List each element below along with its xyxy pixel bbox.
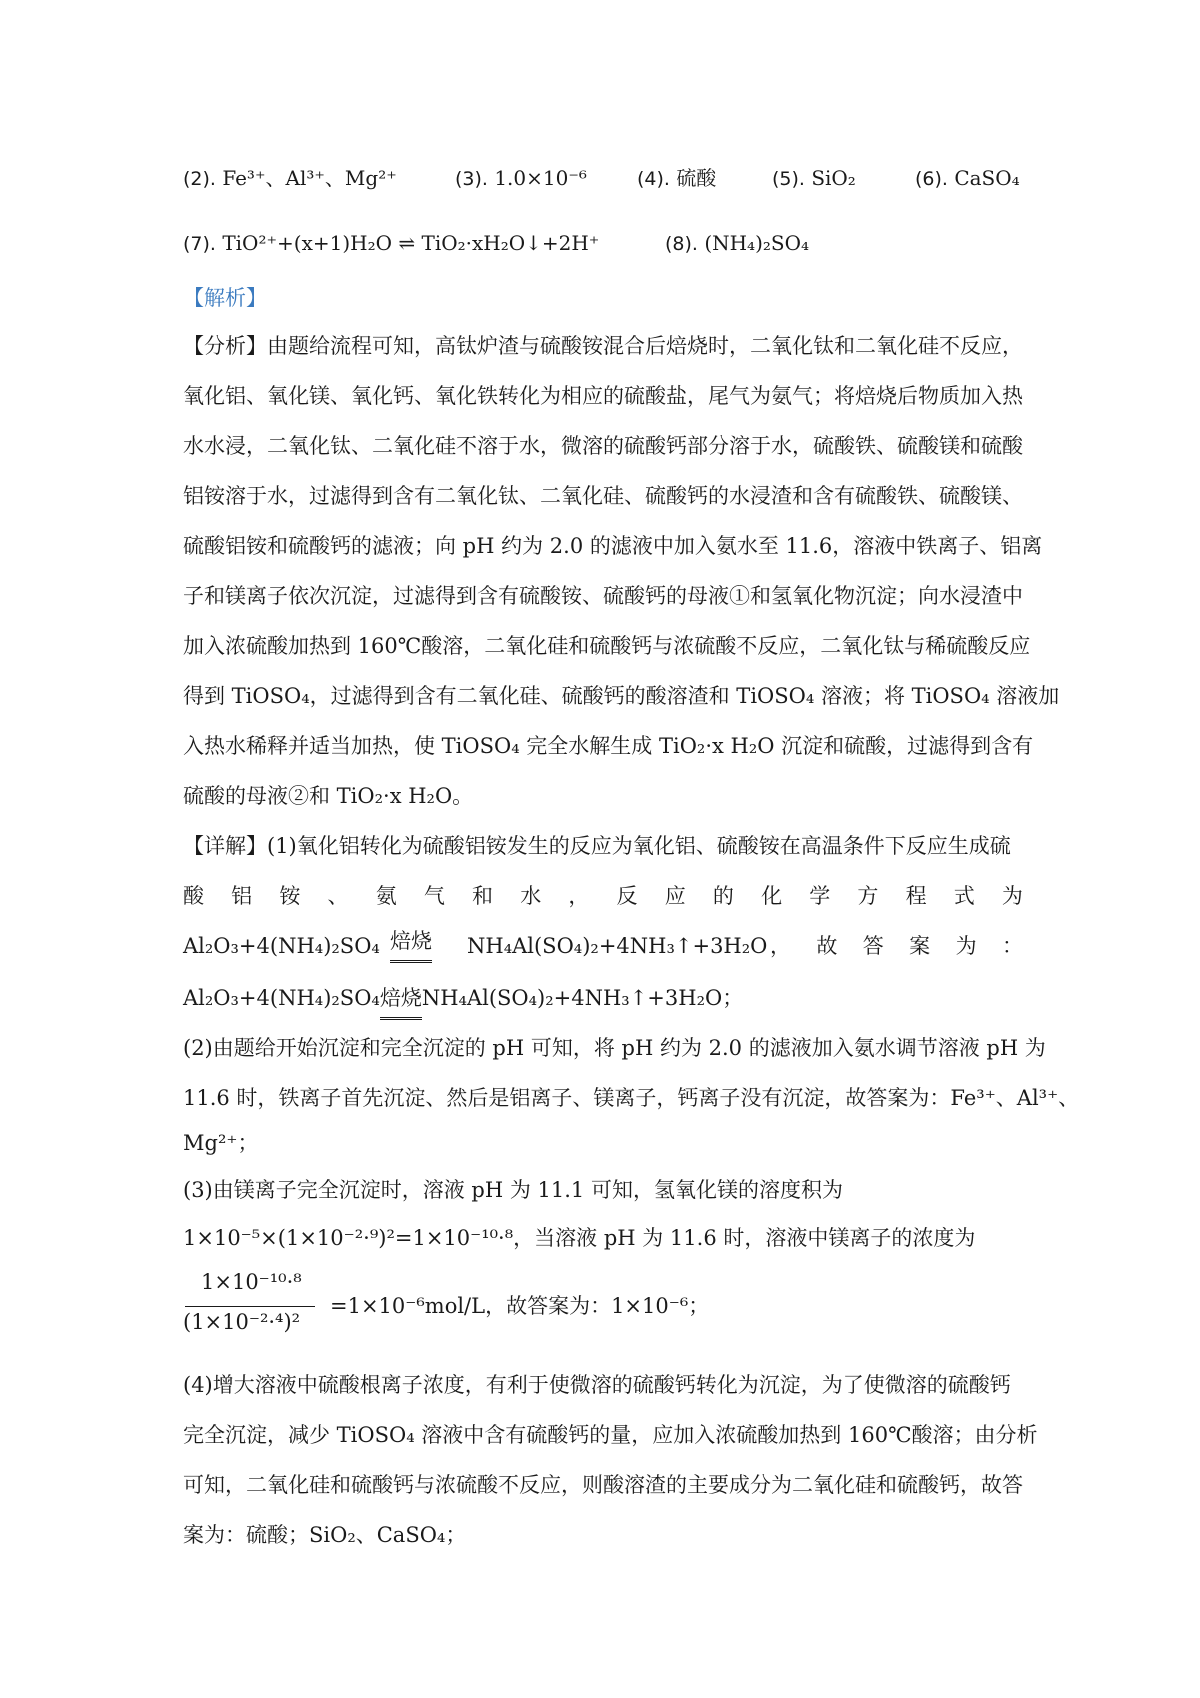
detail-char: 方 <box>857 884 879 908</box>
answer-2-value: Fe³⁺、Al³⁺、Mg²⁺ <box>222 166 397 190</box>
analysis-line: 入热水稀释并适当加热，使 TiOSO₄ 完全水解生成 TiO₂·x H₂O 沉淀和硫酸，过滤得到含有 <box>183 734 1034 758</box>
detail-1-line-1: 【详解】(1)氧化铝转化为硫酸铝铵发生的反应为氧化铝、硫酸铵在高温条件下反应生成硫 <box>183 834 1011 858</box>
answer-7 <box>183 228 599 259</box>
detail-4-line-3: 可知，二氧化硅和硫酸钙与浓硫酸不反应，则酸溶渣的主要成分为二氧化硅和硫酸钙，故答 <box>183 1473 1023 1497</box>
equation-1-tail <box>770 931 1023 961</box>
analysis-line: 得到 TiOSO₄，过滤得到含有二氧化硅、硫酸钙的酸溶渣和 TiOSO₄ 溶液；将 TiOSO₄ 溶液加 <box>183 684 1060 708</box>
detail-char: 、 <box>327 884 349 908</box>
tail-char: 案 <box>909 934 931 958</box>
fraction-denominator: (1×10⁻²·⁴)² <box>183 1310 301 1334</box>
jiexi-heading: 【解析】 <box>183 286 267 310</box>
analysis-line: 硫酸的母液②和 TiO₂·x H₂O。 <box>183 784 474 808</box>
analysis-line: 氧化铝、氧化镁、氧化钙、氧化铁转化为相应的硫酸盐，尾气为氨气；将焙烧后物质加入热 <box>183 384 1023 408</box>
answer-4-value: 硫酸 <box>676 166 717 190</box>
answer-6 <box>915 163 1020 194</box>
detail-4-line-1: (4)增大溶液中硫酸根离子浓度，有利于使微溶的硫酸钙转化为沉淀，为了使微溶的硫酸钙 <box>183 1373 1011 1397</box>
equation-2 <box>183 983 743 1020</box>
answer-4 <box>637 163 716 194</box>
detail-char: 铝 <box>231 884 253 908</box>
equation-1-right: NH₄Al(SO₄)₂+4NH₃↑+3H₂O <box>467 934 768 958</box>
answer-8-label: (8). <box>665 233 698 255</box>
analysis-line: 硫酸铝铵和硫酸钙的滤液；向 pH 约为 2.0 的滤液中加入氨水至 11.6，溶液中铁离子、铝离 <box>183 534 1043 558</box>
answer-6-value: CaSO₄ <box>954 166 1020 190</box>
fraction-bar <box>185 1306 315 1307</box>
analysis-line: 铝铵溶于水，过滤得到含有二氧化钛、二氧化硅、硫酸钙的水浸渣和含有硫酸铁、硫酸镁、 <box>183 484 1023 508</box>
detail-char: 学 <box>809 884 831 908</box>
detail-3-line-2: 1×10⁻⁵×(1×10⁻²·⁹)²=1×10⁻¹⁰·⁸，当溶液 pH 为 11.6 时，溶液中镁离子的浓度为 <box>183 1226 976 1250</box>
detail-char: 化 <box>761 884 783 908</box>
analysis-line: 【分析】由题给流程可知，高钛炉渣与硫酸铵混合后焙烧时，二氧化钛和二氧化硅不反应， <box>183 334 1023 358</box>
burn-label-2: 焙烧 <box>380 983 422 1020</box>
equation-2-right: NH₄Al(SO₄)₂+4NH₃↑+3H₂O； <box>421 986 744 1010</box>
answer-6-label: (6). <box>915 168 948 190</box>
answer-8 <box>665 228 809 259</box>
detail-2-line-2: 11.6 时，铁离子首先沉淀、然后是铝离子、镁离子，钙离子没有沉淀，故答案为：Fe³⁺、Al³⁺、 <box>183 1086 1080 1110</box>
answer-3 <box>455 163 587 194</box>
analysis-line: 子和镁离子依次沉淀，过滤得到含有硫酸铵、硫酸钙的母液①和氢氧化物沉淀；向水浸渣中 <box>183 584 1023 608</box>
burn-condition <box>390 926 432 963</box>
answer-2 <box>183 163 397 194</box>
fraction-numerator: 1×10⁻¹⁰·⁸ <box>201 1270 302 1294</box>
detail-char: 的 <box>712 884 734 908</box>
detail-4-line-4: 案为：硫酸；SiO₂、CaSO₄； <box>183 1523 467 1547</box>
detail-2-line-3: Mg²⁺； <box>183 1131 259 1155</box>
answer-5-label: (5). <box>772 168 805 190</box>
tail-char: ： <box>1001 934 1023 958</box>
detail-char: 程 <box>905 884 927 908</box>
answer-4-label: (4). <box>637 168 670 190</box>
answer-3-value: 1.0×10⁻⁶ <box>494 166 587 190</box>
detail-char: 式 <box>953 884 975 908</box>
detail-char: 应 <box>664 884 686 908</box>
answer-8-value: (NH₄)₂SO₄ <box>704 231 810 255</box>
detail-char: 水 <box>520 884 542 908</box>
tail-char: 故 <box>816 934 838 958</box>
answer-2-label: (2). <box>183 168 216 190</box>
detail-char: 酸 <box>183 884 204 908</box>
tail-char: ， <box>770 934 791 958</box>
answer-7-value: TiO²⁺+(x+1)H₂O ⇌ TiO₂·xH₂O↓+2H⁺ <box>222 231 600 255</box>
answer-5-value: SiO₂ <box>811 166 856 190</box>
detail-char: 氨 <box>375 884 397 908</box>
equation-2-left: Al₂O₃+4(NH₄)₂SO₄ <box>183 986 380 1010</box>
analysis-line: 水水浸，二氧化钛、二氧化硅不溶于水，微溶的硫酸钙部分溶于水，硫酸铁、硫酸镁和硫酸 <box>183 434 1023 458</box>
detail-2-line-1: (2)由题给开始沉淀和完全沉淀的 pH 可知，将 pH 约为 2.0 的滤液加入氨水调节溶液 pH 为 <box>183 1036 1046 1060</box>
detail-char: 反 <box>616 884 638 908</box>
detail-char: 为 <box>1001 884 1023 908</box>
equation-1-left: Al₂O₃+4(NH₄)₂SO₄ <box>183 934 380 958</box>
tail-char: 为 <box>955 934 977 958</box>
detail-char: 和 <box>472 884 494 908</box>
tail-char: 答 <box>862 934 884 958</box>
analysis-line: 加入浓硫酸加热到 160℃酸溶，二氧化硅和硫酸钙与浓硫酸不反应，二氧化钛与稀硫酸反应 <box>183 634 1031 658</box>
detail-1-line-2 <box>183 881 1023 911</box>
detail-3-line-1: (3)由镁离子完全沉淀时，溶液 pH 为 11.1 可知，氢氧化镁的溶度积为 <box>183 1178 843 1202</box>
answer-5 <box>772 163 856 194</box>
burn-label: 焙烧 <box>390 926 432 963</box>
detail-3-line-3: =1×10⁻⁶mol/L，故答案为：1×10⁻⁶； <box>330 1294 710 1318</box>
detail-char: 气 <box>423 884 445 908</box>
answer-3-label: (3). <box>455 168 488 190</box>
answer-7-label: (7). <box>183 233 216 255</box>
detail-char: 铵 <box>279 884 301 908</box>
detail-char: ， <box>568 884 590 908</box>
detail-4-line-2: 完全沉淀，减少 TiOSO₄ 溶液中含有硫酸钙的量，应加入浓硫酸加热到 160℃酸溶；由分析 <box>183 1423 1038 1447</box>
